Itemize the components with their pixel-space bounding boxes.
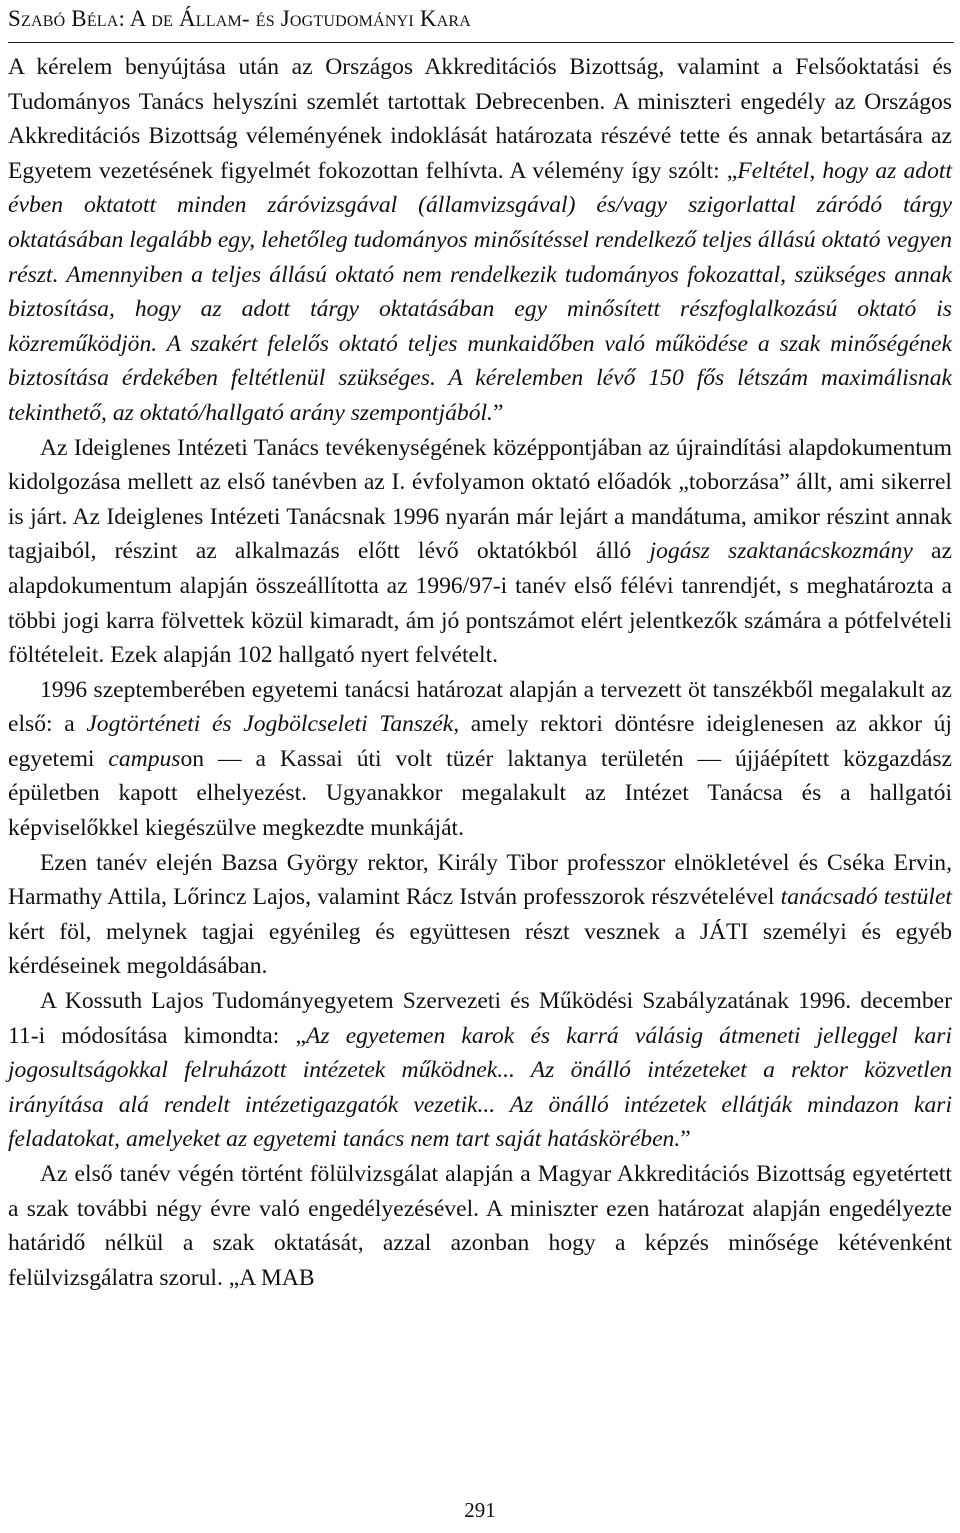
paragraph-2-text-a: Az Ideiglenes Intézeti Tanács tevékenységének középpontjában az újraindítási alapdokumentum kidolgozása mellett az első tanévben az I. évfolyamon oktató előadók „toborzása” állt, ami sikerrel is járt. Az Ideiglenes Intézeti Tanácsnak 1996 nyarán már lejárt a mandátuma, amikor részint annak tagjaiból, részint az alkalmazás előtt lévő oktatókból álló [8, 434, 952, 565]
paragraph-4 [8, 846, 952, 984]
paragraph-3-text-a: 1996 szeptemberében egyetemi tanácsi határozat alapján a tervezett öt tanszékből megalakult az első: a [8, 676, 952, 738]
paragraph-1-text: A kérelem benyújtása után az Országos Akkreditációs Bizottság, valamint a Felsőoktatási és Tudományos Tanács helyszíni szemlét tartottak Debrecenben. A miniszteri engedély az Országos Akkreditációs Bizottság véleményének indoklását határozata részévé tette és annak betartására az Egyetem vezetésének figyelmét fokozottan felhívta. A vélemény így szólt: „ [8, 54, 952, 184]
running-header: Szabó Béla: A de Állam- és Jogtudományi Kara [8, 6, 472, 31]
paragraph-4-text-a: Ezen tanév elején Bazsa György rektor, Király Tibor professzor elnökletével és Cséka Ervin, Harmathy Attila, Lőrincz Lajos, valamint Rácz István professzorok részvételével [8, 849, 952, 911]
paragraph-4-italic: tanácsadó testület [780, 884, 952, 911]
paragraph-2 [8, 431, 952, 673]
header-rule [8, 42, 954, 43]
paragraph-1 [8, 50, 952, 431]
paragraph-6-text: Az első tanév végén történt fölülvizsgálat alapján a Magyar Akkreditációs Bizottság egyetértett a szak további négy évre való engedélyezésével. A miniszter ezen határozat alapján engedélyezte határidő nélkül a szak oktatását, azzal azonban hogy a képzés minősége kétévenként felülvizsgálatra szorul. „A MAB [8, 1161, 952, 1291]
paragraph-3-text-b: , amely rektori döntésre ideiglenesen az akkor új egyetemi [8, 711, 952, 772]
paragraph-3-text-c: on — a Kassai úti volt tüzér laktanya területén — újjáépített közgazdász épületben kapott elhelyezést. Ugyanakkor megalakult az Intézet Tanácsa és a hallgatói képviselőkkel kiegészülve megkezdte munkáját. [8, 745, 952, 842]
paragraph-2-text-b: az alapdokumentum alapján összeállította az 1996/97-i tanév első félévi tanrendjét, s meghatározta a többi jogi karra fölvettek közül kimaradt, ám jó pontszámot elért jelentkezők számára a pótfelvételi föltételeit. Ezek alapján 102 hallgató nyert felvételt. [8, 538, 952, 669]
paragraph-5-quote: Az egyetemen karok és karrá válásig átmeneti jelleggel kari jogosultságokkal felruházott intézetek működnek... Az önálló intézeteket a rektor közvetlen irányítása alá rendelt intézetigazgatók vezetik... Az önálló intézetek ellátják mindazon kari feladatokat, amelyeket az egyetemi tanács nem tart saját hatáskörében. [8, 1022, 953, 1153]
page-number: 291 [464, 1498, 496, 1522]
paragraph-5-quote-close: ” [680, 1126, 691, 1153]
paragraph-5 [8, 984, 952, 1157]
paragraph-3-italic-a: Jogtörténeti és Jogbölcseleti Tanszék [86, 711, 454, 738]
paragraph-3-italic-b: campus [108, 745, 181, 772]
paragraph-1-quote-close: ” [492, 399, 504, 426]
paragraph-2-italic: jogász szaktanácskozmány [649, 538, 913, 565]
paragraph-6 [8, 1157, 952, 1295]
paragraph-3 [8, 673, 952, 846]
body-text [8, 50, 952, 1295]
paragraph-4-text-b: kért föl, melynek tagjai egyénileg és együttesen részt vesznek a JÁTI személyi és egyéb kérdéseinek megoldásában. [8, 918, 952, 980]
paragraph-5-text: A Kossuth Lajos Tudományegyetem Szervezeti és Működési Szabályzatának 1996. december 11-i módosítása kimondta: „ [8, 988, 952, 1049]
paragraph-1-quote: Feltétel, hogy az adott évben oktatott minden záróvizsgával (államvizsgával) és/vagy szigorlattal záródó tárgy oktatásában legalább egy, lehetőleg tudományos minősítéssel rendelkező teljes állású oktató vegyen részt. Amennyiben a teljes állású oktató nem rendelkezik tudományos fokozattal, szükséges annak biztosítása, hogy az adott tárgy oktatásában egy minősített részfoglalkozású oktató is közreműködjön. A szakért felelős oktató teljes munkaidőben való működése a szak minőségének biztosítása érdekében feltétlenül szükséges. A kérelemben lévő 150 fős létszám maximálisnak tekinthető, az oktató/hallgató arány szempontjából. [8, 157, 953, 426]
